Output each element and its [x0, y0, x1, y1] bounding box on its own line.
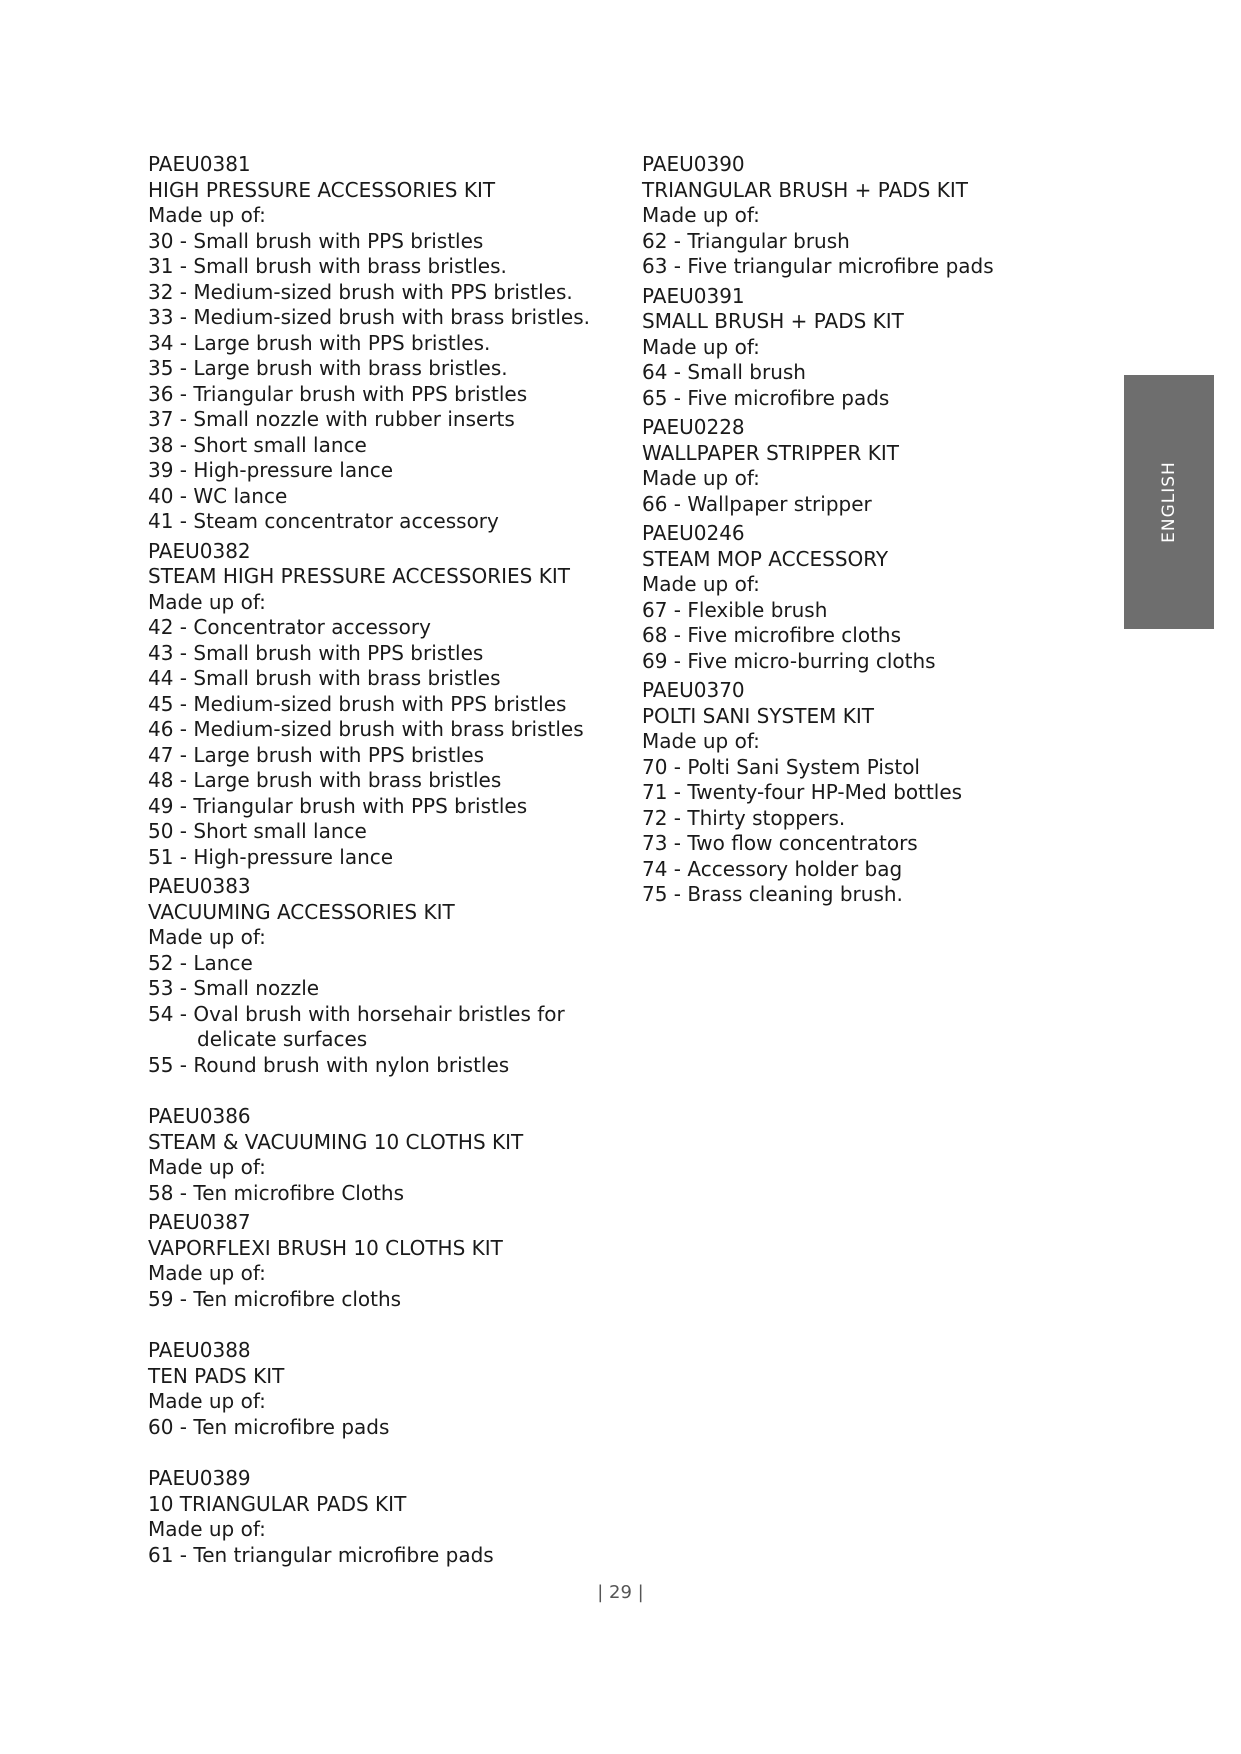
- kit-code: PAEU0388: [148, 1338, 251, 1362]
- kit-code: PAEU0382: [148, 538, 251, 563]
- kit-item: 54 - Oval brush with horsehair bristles for delicate surfaces: [148, 1001, 565, 1051]
- kit-item: 73 - Two flow concentrators: [642, 831, 918, 855]
- kit-item: 67 - Flexible brush: [642, 597, 828, 622]
- made-up-of-label: Made up of:: [148, 589, 266, 614]
- kit-item: 44 - Small brush with brass bristles: [148, 666, 501, 690]
- kit-block: [642, 415, 1062, 517]
- kit-item: 49 - Triangular brush with PPS bristles: [148, 793, 528, 818]
- kit-item: 36 - Triangular brush with PPS bristles: [148, 381, 528, 406]
- kit-title: TEN PADS KIT: [148, 1363, 285, 1388]
- made-up-of-label: Made up of:: [642, 203, 760, 227]
- kit-item: 51 - High-pressure lance: [148, 844, 394, 869]
- made-up-of-label: Made up of:: [148, 1517, 266, 1541]
- kit-title: STEAM & VACUUMING 10 CLOTHS KIT: [148, 1129, 524, 1154]
- kit-block: [642, 521, 1062, 674]
- kit-item: 43 - Small brush with PPS bristles: [148, 640, 484, 665]
- made-up-of-label: Made up of:: [642, 466, 760, 490]
- kit-title: HIGH PRESSURE ACCESSORIES KIT: [148, 177, 496, 202]
- kit-item: 69 - Five micro-burring cloths: [642, 648, 936, 673]
- kit-block: [148, 152, 618, 535]
- made-up-of-label: Made up of:: [148, 203, 266, 227]
- kit-item: 61 - Ten triangular microfibre pads: [148, 1542, 494, 1567]
- kit-title: VACUUMING ACCESSORIES KIT: [148, 899, 455, 924]
- kit-item: 59 - Ten microfibre cloths: [148, 1286, 402, 1311]
- kit-item: 32 - Medium-sized brush with PPS bristles.: [148, 279, 573, 304]
- kit-title: 10 TRIANGULAR PADS KIT: [148, 1491, 407, 1516]
- kit-item: 63 - Five triangular microfibre pads: [642, 254, 994, 278]
- kit-item: 46 - Medium-sized brush with brass bristles: [148, 717, 584, 741]
- kit-item: 42 - Concentrator accessory: [148, 615, 431, 639]
- kit-item: 72 - Thirty stoppers.: [642, 805, 846, 830]
- kit-item: 74 - Accessory holder bag: [642, 856, 903, 881]
- kit-item: 70 - Polti Sani System Pistol: [642, 754, 920, 779]
- kit-item: 40 - WC lance: [148, 483, 288, 508]
- kit-item: 48 - Large brush with brass bristles: [148, 768, 502, 792]
- page-number: | 29 |: [597, 1582, 644, 1603]
- kit-title: TRIANGULAR BRUSH + PADS KIT: [642, 177, 968, 202]
- kit-item: 33 - Medium-sized brush with brass bristles.: [148, 305, 590, 329]
- kit-item: 38 - Short small lance: [148, 432, 367, 457]
- made-up-of-label: Made up of:: [642, 572, 760, 596]
- kit-title: WALLPAPER STRIPPER KIT: [642, 440, 900, 465]
- kit-item: 37 - Small nozzle with rubber inserts: [148, 407, 515, 431]
- made-up-of-label: Made up of:: [148, 925, 266, 949]
- kit-code: PAEU0390: [642, 152, 745, 176]
- kit-item: 30 - Small brush with PPS bristles: [148, 228, 484, 253]
- left-column: [148, 152, 618, 1568]
- kit-item: 34 - Large brush with PPS bristles.: [148, 330, 491, 355]
- kit-item: 31 - Small brush with brass bristles.: [148, 254, 507, 278]
- kit-code: PAEU0391: [642, 283, 745, 308]
- kit-code: PAEU0383: [148, 874, 251, 898]
- kit-item: 50 - Short small lance: [148, 819, 367, 843]
- kit-item: 65 - Five microfibre pads: [642, 385, 890, 410]
- made-up-of-label: Made up of:: [148, 1261, 266, 1285]
- kit-item: 47 - Large brush with PPS bristles: [148, 742, 485, 767]
- kit-code: PAEU0386: [148, 1104, 251, 1128]
- kit-code: PAEU0246: [642, 521, 745, 545]
- kit-title: VAPORFLEXI BRUSH 10 CLOTHS KIT: [148, 1235, 503, 1260]
- kit-code: PAEU0381: [148, 152, 251, 176]
- kit-item: 41 - Steam concentrator accessory: [148, 509, 499, 533]
- kit-block: [148, 1104, 618, 1206]
- side-tab-label: ENGLISH: [1159, 461, 1179, 543]
- kit-item: 60 - Ten microfibre pads: [148, 1414, 390, 1439]
- language-side-tab: [1124, 375, 1214, 629]
- kit-block: [148, 1338, 618, 1440]
- kit-code: PAEU0370: [642, 678, 745, 702]
- made-up-of-label: Made up of:: [642, 334, 760, 359]
- kit-item: 71 - Twenty-four HP-Med bottles: [642, 780, 963, 804]
- kit-item: 66 - Wallpaper stripper: [642, 491, 872, 516]
- kit-item: 75 - Brass cleaning brush.: [642, 882, 903, 906]
- kit-item: 64 - Small brush: [642, 360, 806, 384]
- kit-title: STEAM MOP ACCESSORY: [642, 546, 889, 571]
- kit-item: 55 - Round brush with nylon bristles: [148, 1052, 510, 1077]
- kit-code: PAEU0389: [148, 1466, 251, 1490]
- kit-item: 58 - Ten microfibre Cloths: [148, 1180, 405, 1205]
- kit-code: PAEU0228: [642, 415, 745, 439]
- kit-title: SMALL BRUSH + PADS KIT: [642, 309, 904, 333]
- kit-item: 68 - Five microfibre cloths: [642, 623, 902, 647]
- kit-item: 39 - High-pressure lance: [148, 458, 394, 482]
- kit-item: 53 - Small nozzle: [148, 976, 320, 1000]
- kit-block: [148, 539, 618, 871]
- kit-title: STEAM HIGH PRESSURE ACCESSORIES KIT: [148, 564, 570, 588]
- kit-block: [642, 284, 1062, 412]
- made-up-of-label: Made up of:: [642, 729, 760, 753]
- kit-item: 35 - Large brush with brass bristles.: [148, 356, 508, 380]
- kit-title: POLTI SANI SYSTEM KIT: [642, 703, 874, 728]
- made-up-of-label: Made up of:: [148, 1389, 266, 1413]
- right-column: [642, 152, 1062, 908]
- kit-item: 62 - Triangular brush: [642, 228, 850, 253]
- kit-block: [642, 678, 1062, 908]
- kit-code: PAEU0387: [148, 1210, 251, 1234]
- kit-item: 45 - Medium-sized brush with PPS bristles: [148, 691, 567, 716]
- kit-block: [148, 1466, 618, 1568]
- made-up-of-label: Made up of:: [148, 1155, 266, 1179]
- kit-item: 52 - Lance: [148, 950, 253, 975]
- kit-block: [148, 874, 618, 1078]
- kit-block: [642, 152, 1062, 280]
- kit-block: [148, 1210, 618, 1312]
